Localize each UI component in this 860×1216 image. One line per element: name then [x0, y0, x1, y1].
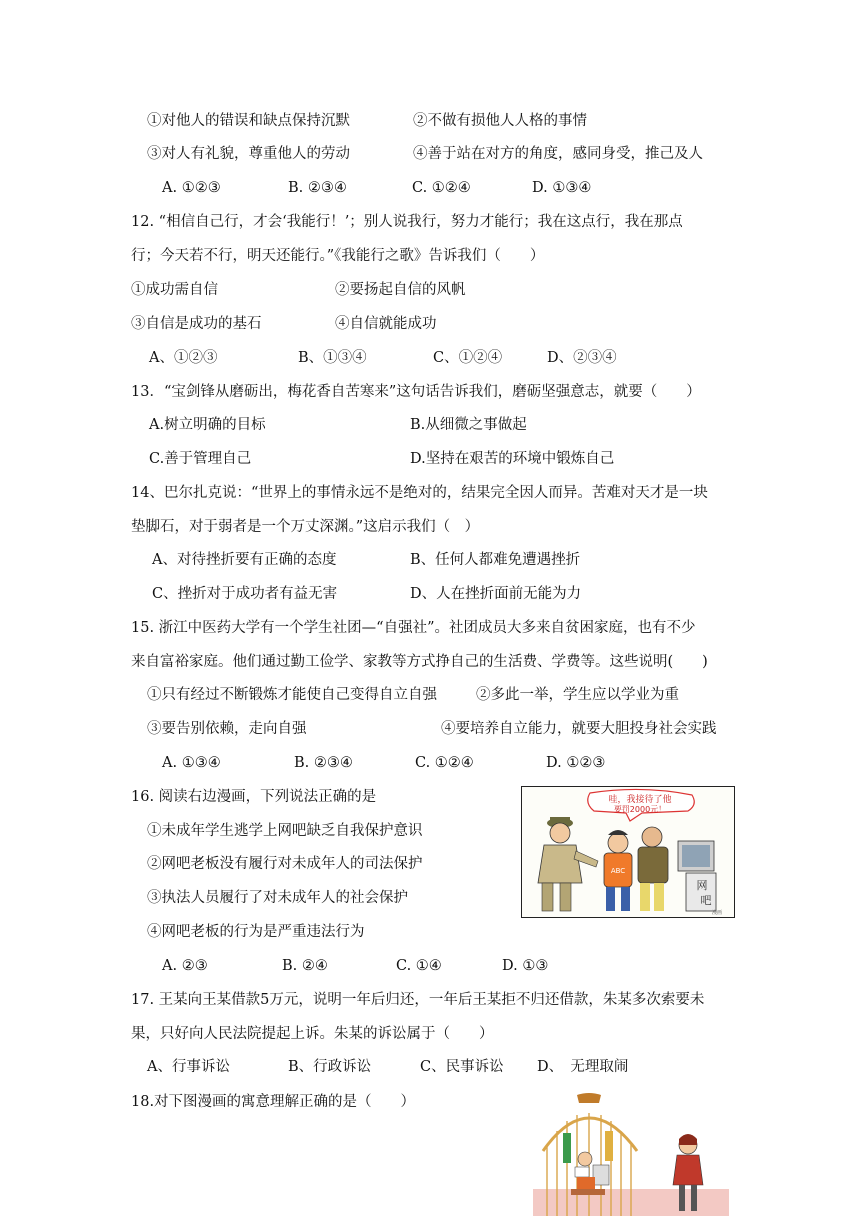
q14-stem-line2: 垫脚石，对于弱者是一个万丈深渊。”这启示我们（ ）	[131, 519, 480, 535]
q12-option-1: ①成功需自信	[131, 282, 218, 298]
q12-option-2: ②要扬起自信的风帆	[335, 282, 466, 298]
sign-char-2: 吧	[700, 894, 712, 907]
q14-stem-line1: 14、巴尔扎克说：“世界上的事情永远不是绝对的，结果完全因人而异。苦难对天才是一块	[131, 485, 708, 501]
q18-stem: 18.对下图漫画的寓意理解正确的是（ ）	[131, 1094, 416, 1110]
q11-choice-b: B. ②③④	[288, 180, 347, 196]
q12-option-4: ④自信就能成功	[335, 316, 437, 332]
internet-cafe-cartoon	[521, 786, 735, 918]
q12-choice-b: B、①③④	[298, 350, 367, 366]
q15-option-1: ①只有经过不断锻炼才能使自己变得自立自强	[147, 687, 437, 703]
q16-option-4: ④网吧老板的行为是严重违法行为	[147, 924, 365, 940]
q15-choice-b: B. ②③④	[294, 755, 353, 771]
q16-choice-b: B. ②④	[282, 958, 328, 974]
q12-choice-d: D、②③④	[547, 350, 617, 366]
q13-choice-a: A.树立明确的目标	[149, 417, 266, 433]
q11-choice-a: A. ①②③	[162, 180, 221, 196]
q17-stem-line2: 果，只好向人民法院提起上诉。朱某的诉讼属于（ ）	[131, 1026, 494, 1042]
q15-choice-d: D. ①②③	[546, 755, 606, 771]
q16-stem: 16. 阅读右边漫画，下列说法正确的是	[131, 789, 377, 805]
q17-stem-line1: 17. 王某向王某借款5万元，说明一年后归还，一年后王某拒不归还借款，朱某多次索要未	[131, 992, 705, 1008]
q12-choice-c: C、①②④	[433, 350, 503, 366]
q17-choice-d: D、 无理取闹	[537, 1059, 629, 1075]
q12-stem-line2: 行；今天若不行，明天还能行。”《我能行之歌》告诉我们（ ）	[131, 248, 545, 264]
birdcage-cartoon	[533, 1093, 729, 1216]
q13-choice-b: B.从细微之事做起	[410, 417, 527, 433]
q17-choice-b: B、行政诉讼	[288, 1059, 372, 1075]
q17-choice-c: C、民事诉讼	[420, 1059, 504, 1075]
q14-choice-a: A、对待挫折要有正确的态度	[152, 552, 337, 568]
q15-stem-line2: 来自富裕家庭。他们通过勤工俭学、家教等方式挣自己的生活费、学费等。这些说明( )	[131, 654, 708, 670]
q11-choice-c: C. ①②④	[412, 180, 471, 196]
shirt-label: ABC	[610, 867, 626, 875]
q16-choice-c: C. ①④	[396, 958, 442, 974]
speech-line-2: 要罚2000元！	[613, 805, 667, 814]
speech-line-1: 哇，我接待了他	[608, 795, 672, 805]
q11-option-3: ③对人有礼貌，尊重他人的劳动	[147, 146, 350, 162]
q15-option-4: ④要培养自立能力，就要大胆投身社会实践	[441, 721, 717, 737]
q15-stem-line1: 15. 浙江中医药大学有一个学生社团—“自强社”。社团成员大多来自贫困家庭，也有不少	[131, 620, 696, 636]
q13-choice-d: D.坚持在艰苦的环境中锻炼自己	[410, 451, 615, 467]
q15-option-2: ②多此一举，学生应以学业为重	[476, 687, 679, 703]
q14-choice-d: D、人在挫折面前无能为力	[410, 586, 582, 602]
q12-choice-a: A、①②③	[149, 350, 218, 366]
q13-choice-c: C.善于管理自己	[149, 451, 252, 467]
q16-choice-d: D. ①③	[502, 958, 549, 974]
q17-choice-a: A、行事诉讼	[147, 1059, 230, 1075]
q15-option-3: ③要告别依赖，走向自强	[147, 721, 307, 737]
q14-choice-c: C、挫折对于成功者有益无害	[152, 586, 338, 602]
q15-choice-c: C. ①②④	[415, 755, 474, 771]
q16-choice-a: A. ②③	[162, 958, 208, 974]
q15-choice-a: A. ①③④	[162, 755, 221, 771]
q12-stem-line1: 12. “相信自己行，才会‘我能行！’；别人说我行，努力才能行；我在这点行，我在那点	[131, 214, 683, 230]
q11-option-1: ①对他人的错误和缺点保持沉默	[147, 113, 350, 129]
sign-char-1: 网	[696, 879, 708, 892]
q16-option-3: ③执法人员履行了对未成年人的社会保护	[147, 890, 408, 906]
q16-option-1: ①未成年学生逃学上网吧缺乏自我保护意识	[147, 823, 423, 839]
q16-option-2: ②网吧老板没有履行对未成年人的司法保护	[147, 856, 423, 872]
cartoon-credit: 漫画	[711, 910, 723, 916]
q13-stem: 13．“宝剑锋从磨砺出，梅花香自苦寒来”这句话告诉我们，磨砺坚强意志，就要（ ）	[131, 384, 701, 400]
q11-option-2: ②不做有损他人人格的事情	[413, 113, 587, 129]
q12-option-3: ③自信是成功的基石	[131, 316, 262, 332]
q11-option-4: ④善于站在对方的角度，感同身受，推己及人	[413, 146, 703, 162]
q11-choice-d: D. ①③④	[532, 180, 592, 196]
q14-choice-b: B、任何人都难免遭遇挫折	[410, 552, 581, 568]
